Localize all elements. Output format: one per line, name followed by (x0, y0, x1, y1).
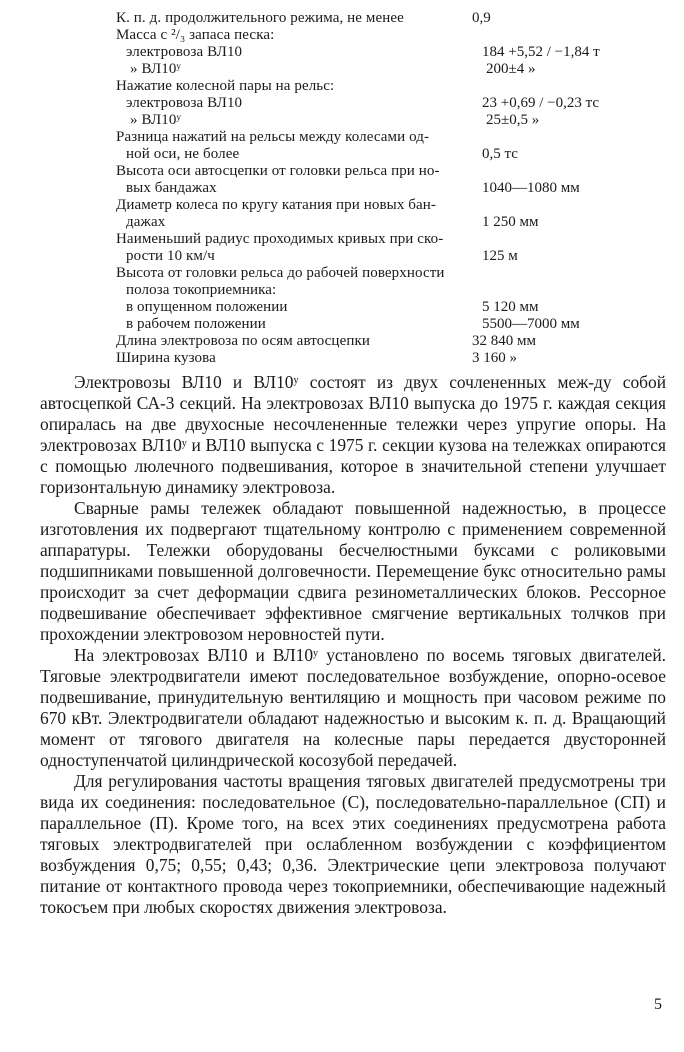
spec-row (116, 350, 636, 367)
spec-row (116, 265, 636, 282)
spec-label: Нажатие колесной пары на рельс: (116, 78, 335, 94)
spec-row (116, 78, 636, 95)
spec-label: полоза токоприемника: (126, 282, 277, 298)
spec-row (116, 299, 636, 316)
page-number: 5 (654, 996, 662, 1013)
spec-row (116, 129, 636, 146)
paragraph-2: Сварные рамы тележек обладают повышенной надежностью, в процессе изготовления их подвергают тщательному контролю с применением современной аппаратуры. Тележки оборудованы бесчелюстными буксами с роликовыми подшипниками повышенной долговечности. Перемещение букс относительно рамы происходит за счет деформации сдвига резинометаллических блоков. Рессорное подвешивание обеспечивает эффективное смягчение вертикальных толчков при прохождении электровозом неровностей пути. (40, 498, 666, 644)
spec-label: Высота оси автосцепки от головки рельса при но- (116, 163, 440, 179)
specifications-table (116, 10, 636, 367)
spec-row (116, 231, 636, 248)
spec-row (116, 333, 636, 350)
spec-row (116, 197, 636, 214)
spec-value: 3 160 » (472, 350, 517, 366)
spec-label: в опущенном положении (126, 299, 288, 315)
spec-label: дажах (126, 214, 166, 230)
spec-row (116, 10, 636, 27)
spec-label: ной оси, не более (126, 146, 240, 162)
spec-row (116, 95, 636, 112)
spec-label: Длина электровоза по осям автосцепки (116, 333, 370, 349)
spec-row (116, 214, 636, 231)
spec-label: » ВЛ10ʸ (130, 112, 182, 128)
spec-row (116, 282, 636, 299)
spec-label: К. п. д. продолжительного режима, не менее (116, 10, 404, 26)
spec-row (116, 180, 636, 197)
paragraph-1: Электровозы ВЛ10 и ВЛ10ʸ состоят из двух сочлененных меж-ду собой автосцепкой СА-3 секций. На электровозах ВЛ10 выпуска до 1975 г. каждая секция опиралась на две двухосные несочлененные тележки через упругие опоры. На электровозах ВЛ10ʸ и ВЛ10 выпуска с 1975 г. секции кузова на тележках опираются с помощью люлечного подвешивания, которое в значительной степени улучшает горизонтальную динамику электровоза. (40, 372, 666, 497)
spec-label: в рабочем положении (126, 316, 266, 332)
spec-row (116, 112, 636, 129)
spec-value: 23 +0,69 / −0,23 тс (482, 95, 599, 111)
spec-row (116, 316, 636, 333)
spec-label: электровоза ВЛ10 (126, 95, 243, 111)
spec-label: рости 10 км/ч (126, 248, 215, 264)
spec-row (116, 163, 636, 180)
body-text (40, 372, 666, 918)
spec-value: 32 840 мм (472, 333, 536, 349)
spec-label: Разница нажатий на рельсы между колесами од- (116, 129, 430, 145)
paragraph-3: На электровозах ВЛ10 и ВЛ10ʸ установлено по восемь тяговых двигателей. Тяговые электродвигатели имеют последовательное возбуждение, опорно-осевое подвешивание, принудительную вентиляцию и мощность при часовом режиме по 670 кВт. Электродвигатели обладают надежностью и высоким к. п. д. Вращающий момент от тягового двигателя на колесные пары передается двусторонней одноступенчатой цилиндрической косозубой передачей. (40, 645, 666, 770)
spec-value: 184 +5,52 / −1,84 т (482, 44, 600, 60)
spec-label: Ширина кузова (116, 350, 216, 366)
spec-row (116, 44, 636, 61)
spec-row (116, 248, 636, 265)
spec-row (116, 27, 636, 44)
spec-row (116, 61, 636, 78)
spec-value: 0,5 тс (482, 146, 518, 162)
spec-label: » ВЛ10ʸ (130, 61, 182, 77)
spec-value: 0,9 (472, 10, 491, 26)
spec-value: 25±0,5 » (486, 112, 540, 128)
spec-value: 5500—7000 мм (482, 316, 580, 332)
spec-value: 1 250 мм (482, 214, 539, 230)
spec-label: Высота от головки рельса до рабочей поверхности (116, 265, 445, 281)
spec-label: электровоза ВЛ10 (126, 44, 243, 60)
spec-value: 125 м (482, 248, 518, 264)
paragraph-4: Для регулирования частоты вращения тяговых двигателей предусмотрены три вида их соединения: последовательное (С), последовательно-параллельное (СП) и параллельное (П). Кроме того, на всех этих соединениях предусмотрена работа тяговых электродвигателей при ослабленном возбуждении с коэффициентом возбуждения 0,75; 0,55; 0,43; 0,36. Электрические цепи электровоза получают питание от контактного провода через токоприемники, обеспечивающие надежный токосъем при любых скоростях движения электровоза. (40, 771, 666, 917)
spec-label: Масса с ²/₃ запаса песка: (116, 27, 275, 43)
spec-row (116, 146, 636, 163)
spec-value: 1040—1080 мм (482, 180, 580, 196)
spec-value: 200±4 » (486, 61, 536, 77)
spec-label: Диаметр колеса по кругу катания при новых бан- (116, 197, 437, 213)
spec-label: вых бандажах (126, 180, 217, 196)
spec-label: Наименьший радиус проходимых кривых при ско- (116, 231, 444, 247)
spec-value: 5 120 мм (482, 299, 539, 315)
